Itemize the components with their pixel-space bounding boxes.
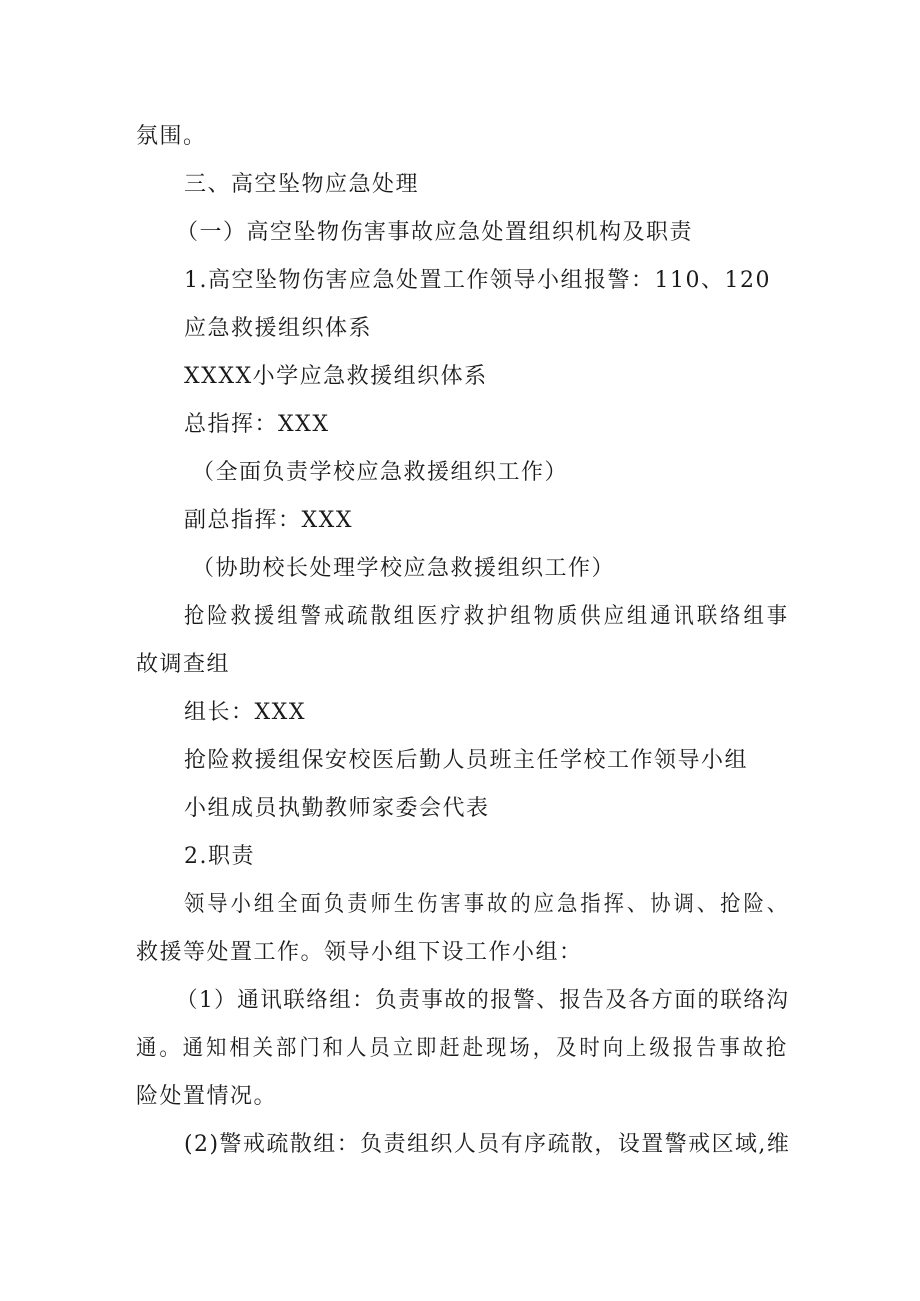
- text-line: (2)警戒疏散组：负责组织人员有序疏散，设置警戒区域,维: [184, 1132, 791, 1157]
- text-line: 救援等处置工作。领导小组下设工作小组：: [136, 940, 583, 965]
- subsection-heading: （一）高空坠物伤害事故应急处置组织机构及职责: [176, 220, 694, 245]
- text-line: XXXX小学应急救援组织体系: [184, 364, 488, 389]
- text-line: 故调查组: [136, 652, 231, 677]
- text-line: 1.高空坠物伤害应急处置工作领导小组报警：110、120: [184, 268, 771, 293]
- text-line: （全面负责学校应急救援组织工作）: [192, 460, 569, 485]
- text-line: （协助校长处理学校应急救援组织工作）: [192, 556, 616, 581]
- text-line: 通。通知相关部门和人员立即赶赴现场，及时向上级报告事故抢: [136, 1036, 790, 1061]
- text-line: 领导小组全面负责师生伤害事故的应急指挥、协调、抢险、: [184, 892, 791, 917]
- text-line: 抢险救援组警戒疏散组医疗救护组物质供应组通讯联络组事: [184, 604, 791, 629]
- text-line: 应急救援组织体系: [184, 316, 373, 341]
- text-line: 副总指挥：XXX: [184, 508, 353, 533]
- text-line: 抢险救援组保安校医后勤人员班主任学校工作领导小组: [184, 748, 749, 773]
- text-line: （1）通讯联络组：负责事故的报警、报告及各方面的联络沟: [176, 988, 790, 1013]
- section-heading: 三、高空坠物应急处理: [184, 172, 420, 197]
- text-line: 险处置情况。: [136, 1084, 278, 1109]
- text-line: 小组成员执勤教师家委会代表: [184, 796, 490, 821]
- text-line: 氛围。: [136, 124, 207, 149]
- text-line: 组长：XXX: [184, 700, 306, 725]
- text-line: 总指挥：XXX: [184, 412, 330, 437]
- text-line: 2.职责: [184, 844, 255, 869]
